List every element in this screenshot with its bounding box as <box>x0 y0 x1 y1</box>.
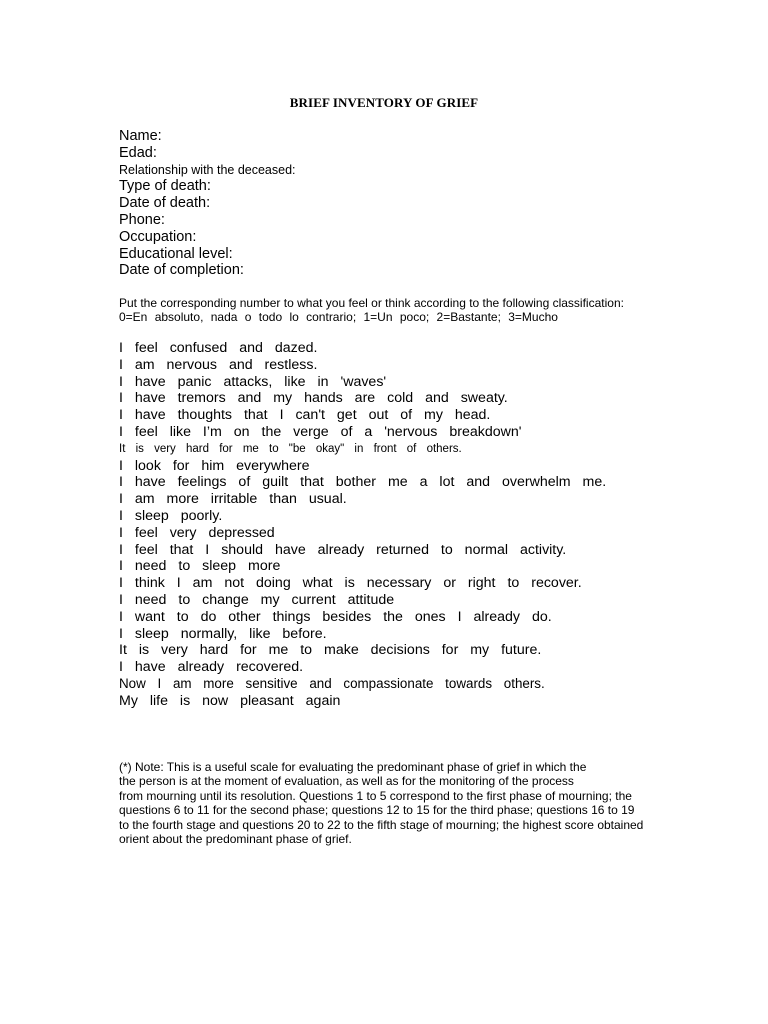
field-type-of-death: Type of death: <box>119 178 211 195</box>
instructions-scale: 0=En absoluto, nada o todo lo contrario; 1=Un poco; 2=Bastante; 3=Mucho <box>119 310 558 324</box>
item-8: I look for him everywhere <box>119 457 310 474</box>
item-17: I want to do other things besides the ones I already do. <box>119 608 552 625</box>
footnote-line: the person is at the moment of evaluation, as well as for the monitoring of the process <box>119 774 574 789</box>
inventory-items <box>119 340 606 710</box>
item-1: I feel confused and dazed. <box>119 340 318 356</box>
field-date-of-death: Date of death: <box>119 195 211 212</box>
item-13: I feel that I should have already returned to normal activity. <box>119 541 567 558</box>
field-relationship: Relationship with the deceased: <box>119 162 296 177</box>
field-age: Edad: <box>119 144 157 161</box>
item-5: I have thoughts that I can't get out of my head. <box>119 407 491 424</box>
item-14: I need to sleep more <box>119 558 281 575</box>
footnote-line: (*) Note: This is a useful scale for evaluating the predominant phase of grief in which the <box>119 760 587 774</box>
item-18: I sleep normally, like before. <box>119 625 327 642</box>
footnote <box>119 760 699 846</box>
item-3: I have panic attacks, like in 'waves' <box>119 373 387 390</box>
footnote-line: questions 6 to 11 for the second phase; questions 12 to 15 for the third phase; questions 16 to 19 <box>119 803 635 818</box>
field-date-of-completion: Date of completion: <box>119 262 244 279</box>
field-phone: Phone: <box>119 211 165 228</box>
item-15: I think I am not doing what is necessary or right to recover. <box>119 575 582 592</box>
item-6: I feel like I’m on the verge of a 'nervous breakdown' <box>119 423 522 440</box>
field-occupation: Occupation: <box>119 228 197 245</box>
item-16: I need to change my current attitude <box>119 591 395 608</box>
item-9: I have feelings of guilt that bother me a lot and overwhelm me. <box>119 474 607 491</box>
item-2: I am nervous and restless. <box>119 356 318 373</box>
footnote-line: to the fourth stage and questions 20 to 22 to the fifth stage of mourning; the highest score obtained <box>119 817 644 832</box>
item-20: I have already recovered. <box>119 659 304 676</box>
instructions-line-1: Put the corresponding number to what you feel or think according to the following classification: <box>119 296 624 310</box>
item-7: It is very hard for me to "be okay" in front of others. <box>119 442 462 455</box>
field-name: Name: <box>119 128 162 144</box>
item-10: I am more irritable than usual. <box>119 491 347 508</box>
item-4: I have tremors and my hands are cold and sweaty. <box>119 390 508 407</box>
instructions <box>119 296 624 324</box>
document-title: BRIEF INVENTORY OF GRIEF <box>289 95 479 110</box>
item-22: My life is now pleasant again <box>119 692 341 709</box>
personal-info-fields <box>119 128 296 279</box>
item-21: Now I am more sensitive and compassionate towards others. <box>119 675 545 691</box>
item-11: I sleep poorly. <box>119 507 223 524</box>
field-educational-level: Educational level: <box>119 245 233 262</box>
footnote-line: from mourning until its resolution. Questions 1 to 5 correspond to the first phase of mourning; the <box>119 788 632 803</box>
footnote-line: orient about the predominant phase of grief. <box>119 832 352 847</box>
item-19: It is very hard for me to make decisions for my future. <box>119 642 542 659</box>
item-12: I feel very depressed <box>119 524 275 541</box>
